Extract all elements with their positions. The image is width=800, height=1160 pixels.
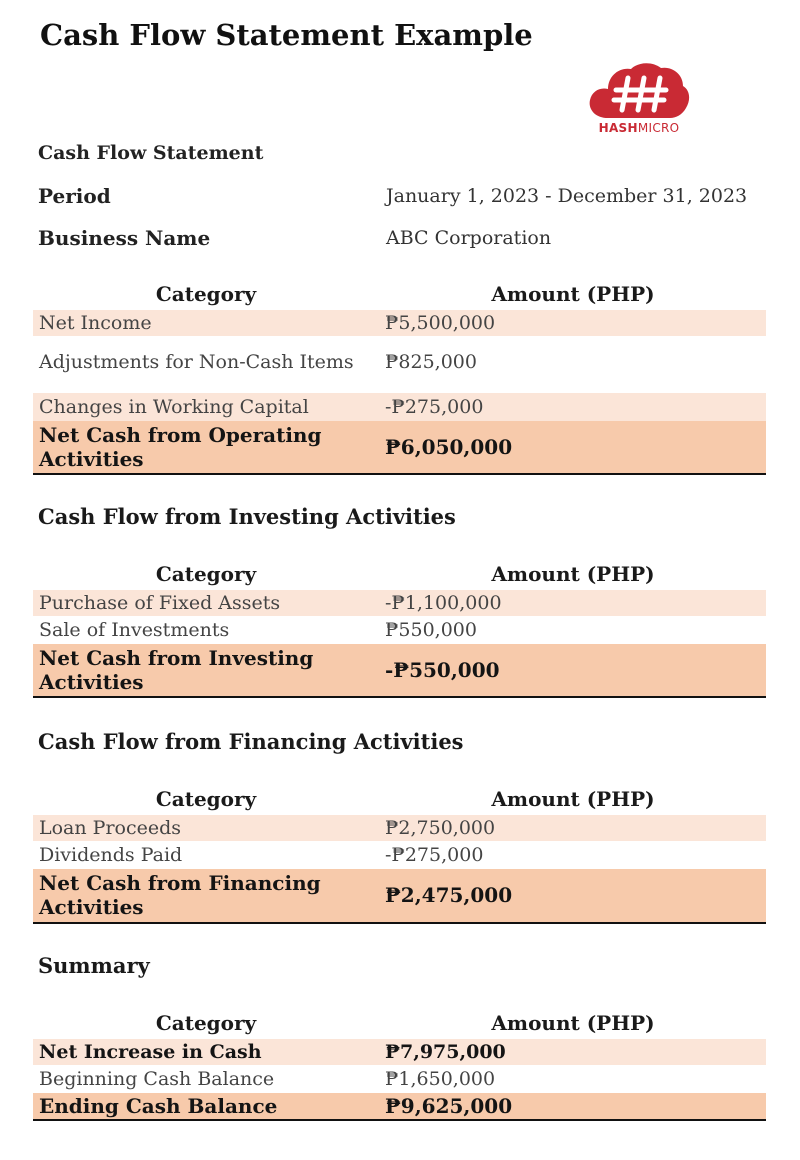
row-amount: ₱1,650,000 xyxy=(385,1068,496,1090)
amount-header: Amount (PHP) xyxy=(491,787,655,811)
row-category: Changes in Working Capital xyxy=(39,396,309,418)
category-header: Category xyxy=(155,1011,257,1035)
total-amount: ₱9,625,000 xyxy=(385,1094,513,1118)
table-header xyxy=(33,787,766,815)
row-category: Net Income xyxy=(39,312,152,334)
amount-header: Amount (PHP) xyxy=(491,562,655,586)
total-category: Net Cash from Financing Activities xyxy=(39,871,321,919)
total-amount: ₱6,050,000 xyxy=(385,435,513,459)
row-category: Net Increase in Cash xyxy=(39,1041,262,1063)
table-row xyxy=(33,336,766,393)
page-title: Cash Flow Statement Example xyxy=(40,18,533,52)
total-amount: -₱550,000 xyxy=(385,658,500,682)
operating-table xyxy=(33,282,766,475)
category-header: Category xyxy=(155,787,257,811)
hashmicro-logo xyxy=(586,60,692,140)
row-category: Loan Proceeds xyxy=(39,817,182,839)
total-category: Ending Cash Balance xyxy=(39,1094,278,1118)
total-row xyxy=(33,869,766,924)
table-row xyxy=(33,1039,766,1065)
table-header xyxy=(33,1011,766,1039)
row-amount: -₱1,100,000 xyxy=(385,592,502,614)
table-row xyxy=(33,310,766,336)
row-category: Purchase of Fixed Assets xyxy=(39,592,281,614)
row-amount: ₱2,750,000 xyxy=(385,817,496,839)
table-header xyxy=(33,282,766,310)
summary-title: Summary xyxy=(38,953,150,978)
table-row xyxy=(33,616,766,644)
table-row xyxy=(33,815,766,841)
period-label: Period xyxy=(38,184,111,208)
amount-header: Amount (PHP) xyxy=(491,282,655,306)
total-row xyxy=(33,644,766,698)
row-amount: -₱275,000 xyxy=(385,396,484,418)
row-amount: -₱275,000 xyxy=(385,844,484,866)
statement-label: Cash Flow Statement xyxy=(38,142,264,164)
total-category: Net Cash from Investing Activities xyxy=(39,646,314,694)
total-amount: ₱2,475,000 xyxy=(385,883,513,907)
row-amount: ₱825,000 xyxy=(385,351,477,373)
category-header: Category xyxy=(155,562,257,586)
row-amount: ₱5,500,000 xyxy=(385,312,496,334)
table-header xyxy=(33,562,766,590)
period-value: January 1, 2023 - December 31, 2023 xyxy=(386,185,748,207)
amount-header: Amount (PHP) xyxy=(491,1011,655,1035)
investing-title: Cash Flow from Investing Activities xyxy=(38,504,456,529)
business-name-label: Business Name xyxy=(38,226,211,250)
summary-table xyxy=(33,1011,766,1121)
total-row xyxy=(33,421,766,475)
row-category: Beginning Cash Balance xyxy=(39,1068,275,1090)
investing-table xyxy=(33,562,766,698)
table-row xyxy=(33,393,766,421)
business-name-value: ABC Corporation xyxy=(386,227,552,249)
logo-wordmark: HASHMICRO xyxy=(598,121,680,135)
table-row xyxy=(33,1065,766,1093)
financing-title: Cash Flow from Financing Activities xyxy=(38,729,464,754)
total-category: Net Cash from Operating Activities xyxy=(39,423,322,471)
total-row xyxy=(33,1093,766,1121)
financing-table xyxy=(33,787,766,924)
row-category: Adjustments for Non-Cash Items xyxy=(39,351,354,373)
row-category: Sale of Investments xyxy=(39,619,230,641)
table-row xyxy=(33,841,766,869)
cloud-hash-icon xyxy=(586,60,692,122)
row-category: Dividends Paid xyxy=(39,844,183,866)
table-row xyxy=(33,590,766,616)
row-amount: ₱550,000 xyxy=(385,619,477,641)
row-amount: ₱7,975,000 xyxy=(385,1041,506,1063)
category-header: Category xyxy=(155,282,257,306)
